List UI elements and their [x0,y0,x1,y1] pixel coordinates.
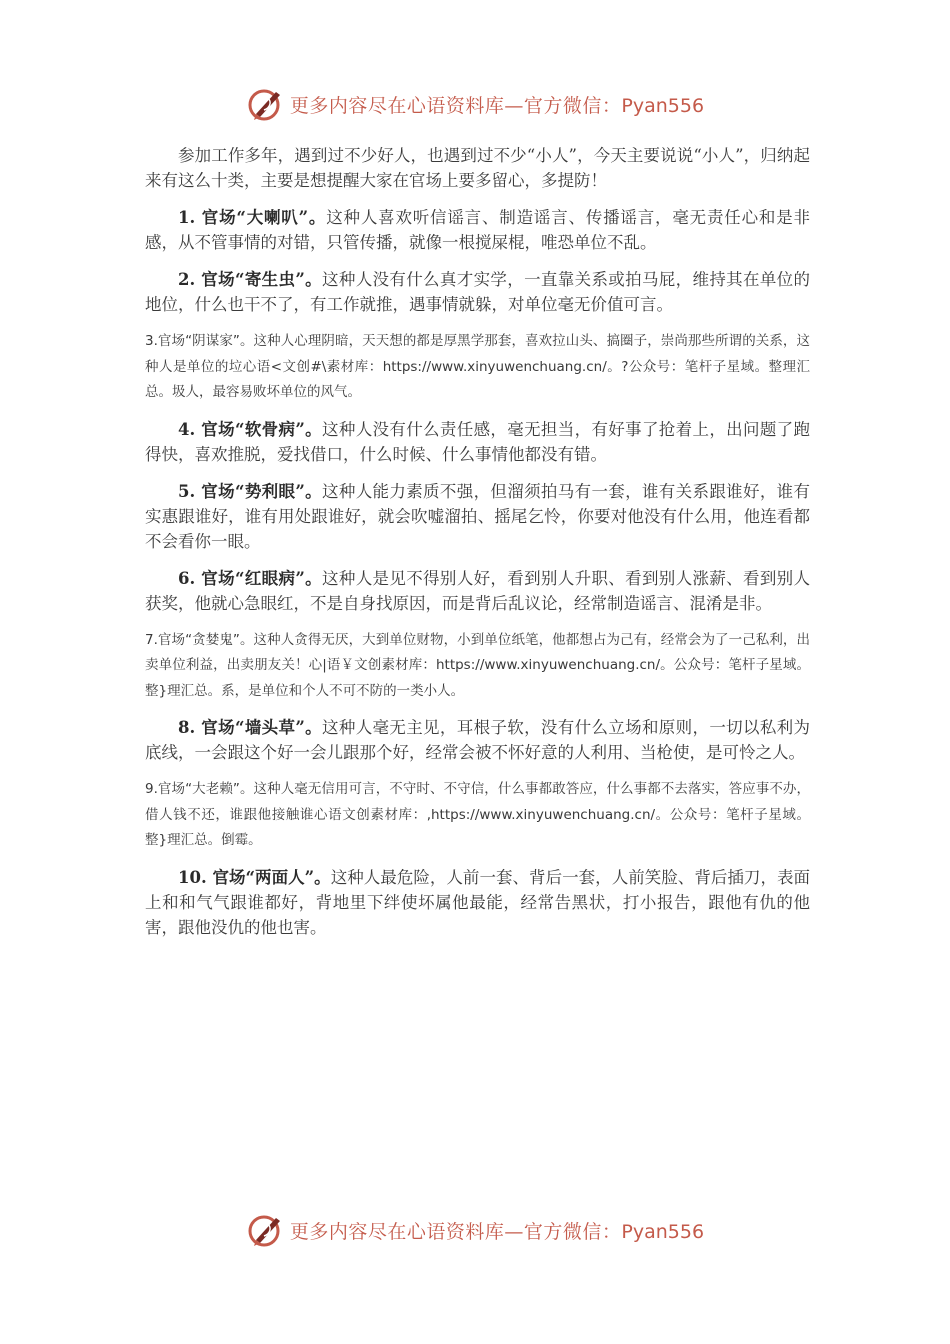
item-5 [145,479,810,554]
item-body: 这种人喜欢听信谣言、制造谣言、传播谣言，毫无责任心和是非感，从不管事情的对错，只管传播，就像一根搅屎棍，唯恐单位不乱。 [145,208,811,252]
item-body: 这种人是见不得别人好，看到别人升职、看到别人涨薪、看到别人获奖，他就心急眼红，不是自身找原因，而是背后乱议论，经常制造谣言、混淆是非。 [145,568,811,613]
item-body: 这种人没有什么真才实学，一直靠关系或拍马屁，维持其在单位的地位，什么也干不了，有工作就推，遇事情就躲，对单位毫无价值可言。 [145,270,811,314]
item-title: 4. 官场“软骨病”。 [178,419,323,439]
item-title: 10. 官场“两面人”。 [178,867,331,887]
item-body: 这种人最危险，人前一套、背后一套，人前笑脸、背后插刀，表面上和和气气跟谁都好，背地里下绊使坏属他最能，经常告黑状，打小报告，跟他有仇的他害，跟他没仇的他也害。 [145,867,811,937]
item-title: 7.官场“贪婪鬼”。 [145,631,254,648]
item-title: 5. 官场“势利眼”。 [178,481,323,501]
item-body: 这种人没有什么责任感，毫无担当，有好事了抢着上，出问题了跑得快，喜欢推脱，爱找借口，什么时候、什么事情他都没有错。 [145,419,811,464]
pen-logo-icon [246,84,286,124]
footer-banner [0,1210,950,1250]
item-6 [145,566,810,616]
pen-logo-icon [246,1210,286,1250]
header-banner [0,84,950,124]
intro-paragraph: 参加工作多年，遇到过不少好人，也遇到过不少“小人”，今天主要说说“小人”，归纳起来有这么十类，主要是想提醒大家在官场上要多留心，多提防！ [145,146,810,190]
item-9 [145,777,810,854]
item-title: 9.官场“大老赖”。 [145,781,254,797]
item-title: 3.官场“阴谋家”。 [145,333,254,349]
item-10 [145,865,810,940]
item-title: 8. 官场“墙头草”。 [178,718,323,737]
item-body: 这种人心理阴暗，天天想的都是厚黑学那套，喜欢拉山头、搞圈子，崇尚那些所谓的关系，这种人是单位的垃心语<文创#\素材库：https://www.xinyuwenchuang.cn/。?公众号：笔杆子星域。整理汇总。圾人，最容易败坏单位的风气。 [145,333,811,400]
item-title: 1. 官场“大喇叭”。 [178,208,327,227]
item-body: 这种人能力素质不强，但溜须拍马有一套，谁有关系跟谁好，谁有实惠跟谁好，谁有用处跟谁好，就会吹嘘溜拍、摇尾乞怜，你要对他没有什么用，他连看都不会看你一眼。 [145,481,811,551]
item-body: 这种人贪得无厌，大到单位财物，小到单位纸笔，他都想占为己有，经常会为了一己私利，出卖单位利益，出卖朋友关！心|语￥文创素材库：https://www.xinyuwenchuang.cn/。公众号：笔杆子星域。整}理汇总。系，是单位和个人不可不防的一类小人。 [145,631,811,699]
item-8 [145,715,810,765]
item-title: 2. 官场“寄生虫”。 [178,270,323,289]
item-title: 6. 官场“红眼病”。 [178,568,323,588]
item-2 [145,267,810,317]
article-body [145,143,810,952]
item-body: 这种人毫无主见，耳根子软，没有什么立场和原则，一切以私利为底线，一会跟这个好一会儿跟那个好，经常会被不怀好意的人利用、当枪使，是可怜之人。 [145,718,811,762]
item-4 [145,417,810,467]
item-1 [145,205,810,255]
item-7 [145,628,810,705]
item-body: 这种人毫无信用可言，不守时、不守信，什么事都敢答应，什么事都不去落实，答应事不办，借人钱不还，谁跟他接触谁心语文创素材库：,https://www.xinyuwenchuang.cn/。公众号：笔杆子星域。整}理汇总。倒霉。 [145,781,811,848]
wechat-id: Pyan556 [621,1220,705,1243]
banner-text: 更多内容尽在心语资料库—官方微信：Pyan556 [289,94,705,117]
wechat-id: Pyan556 [621,94,705,117]
item-3 [145,329,810,406]
banner-text: 更多内容尽在心语资料库—官方微信：Pyan556 [289,1220,705,1243]
